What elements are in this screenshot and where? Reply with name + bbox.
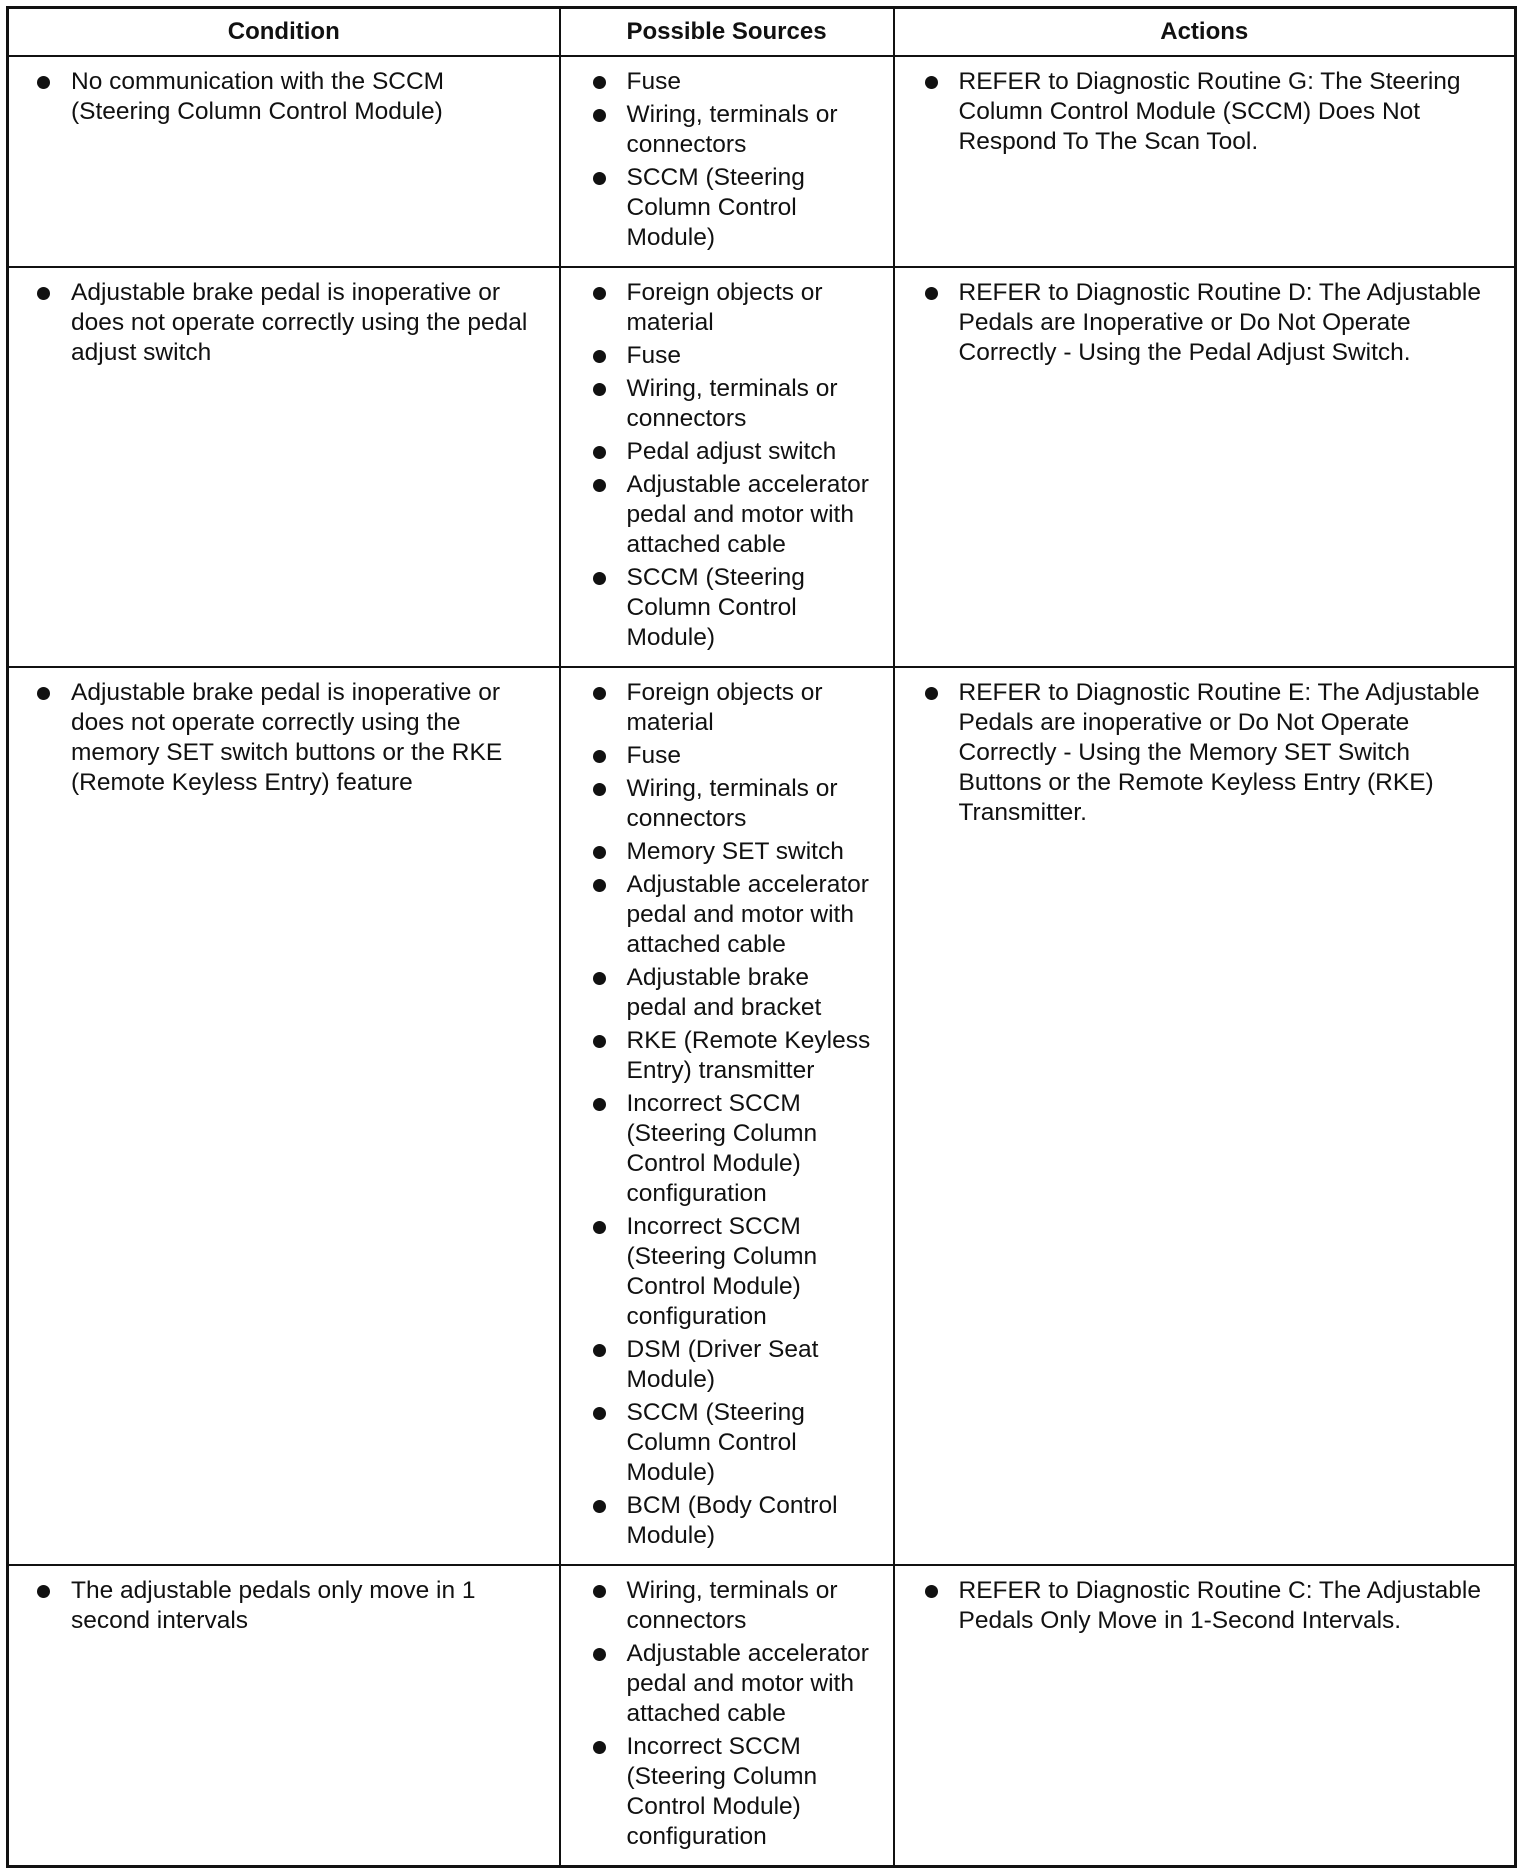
source-item: Wiring, terminals or connectors: [587, 1576, 875, 1636]
header-condition: Condition: [8, 8, 560, 57]
source-item: Fuse: [587, 67, 875, 97]
condition-text: No communication with the SCCM (Steering Column Control Module): [31, 67, 541, 127]
source-item: Foreign objects or material: [587, 278, 875, 338]
source-item: Incorrect SCCM (Steering Column Control Module) configuration: [587, 1732, 875, 1852]
source-item: SCCM (Steering Column Control Module): [587, 163, 875, 253]
table-row: [8, 267, 1516, 667]
condition-cell: [8, 267, 560, 667]
action-cell: [894, 56, 1516, 267]
source-item: Incorrect SCCM (Steering Column Control Module) configuration: [587, 1089, 875, 1209]
condition-cell: [8, 56, 560, 267]
table-row: [8, 667, 1516, 1565]
sources-cell: [560, 1565, 894, 1867]
header-possible-sources: Possible Sources: [560, 8, 894, 57]
action-text: REFER to Diagnostic Routine C: The Adjustable Pedals Only Move in 1-Second Intervals.: [919, 1576, 1495, 1636]
condition-cell: [8, 1565, 560, 1867]
action-text: REFER to Diagnostic Routine D: The Adjustable Pedals are Inoperative or Do Not Operate Correctly - Using the Pedal Adjust Switch.: [919, 278, 1495, 368]
header-row: [8, 8, 1516, 57]
table-row: [8, 56, 1516, 267]
source-item: Wiring, terminals or connectors: [587, 774, 875, 834]
source-item: BCM (Body Control Module): [587, 1491, 875, 1551]
action-cell: [894, 667, 1516, 1565]
source-item: Memory SET switch: [587, 837, 875, 867]
source-item: RKE (Remote Keyless Entry) transmitter: [587, 1026, 875, 1086]
source-item: Adjustable accelerator pedal and motor with attached cable: [587, 870, 875, 960]
diagnostic-table: [6, 6, 1517, 1868]
source-item: Fuse: [587, 741, 875, 771]
condition-text: The adjustable pedals only move in 1 second intervals: [31, 1576, 541, 1636]
source-item: Adjustable accelerator pedal and motor with attached cable: [587, 470, 875, 560]
sources-cell: [560, 667, 894, 1565]
source-item: Fuse: [587, 341, 875, 371]
source-item: DSM (Driver Seat Module): [587, 1335, 875, 1395]
condition-text: Adjustable brake pedal is inoperative or does not operate correctly using the memory SET switch buttons or the RKE (Remote Keyless Entry) feature: [31, 678, 541, 798]
source-item: Wiring, terminals or connectors: [587, 100, 875, 160]
table-row: [8, 1565, 1516, 1867]
sources-cell: [560, 56, 894, 267]
action-text: REFER to Diagnostic Routine E: The Adjustable Pedals are inoperative or Do Not Operate Correctly - Using the Memory SET Switch Buttons or the Remote Keyless Entry (RKE) Transmitter.: [919, 678, 1495, 828]
source-item: Incorrect SCCM (Steering Column Control Module) configuration: [587, 1212, 875, 1332]
action-cell: [894, 1565, 1516, 1867]
condition-text: Adjustable brake pedal is inoperative or does not operate correctly using the pedal adjust switch: [31, 278, 541, 368]
source-item: Foreign objects or material: [587, 678, 875, 738]
action-text: REFER to Diagnostic Routine G: The Steering Column Control Module (SCCM) Does Not Respond To The Scan Tool.: [919, 67, 1495, 157]
header-actions: Actions: [894, 8, 1516, 57]
source-item: Adjustable accelerator pedal and motor with attached cable: [587, 1639, 875, 1729]
source-item: Adjustable brake pedal and bracket: [587, 963, 875, 1023]
source-item: SCCM (Steering Column Control Module): [587, 1398, 875, 1488]
sources-cell: [560, 267, 894, 667]
source-item: Wiring, terminals or connectors: [587, 374, 875, 434]
source-item: Pedal adjust switch: [587, 437, 875, 467]
action-cell: [894, 267, 1516, 667]
condition-cell: [8, 667, 560, 1565]
source-item: SCCM (Steering Column Control Module): [587, 563, 875, 653]
